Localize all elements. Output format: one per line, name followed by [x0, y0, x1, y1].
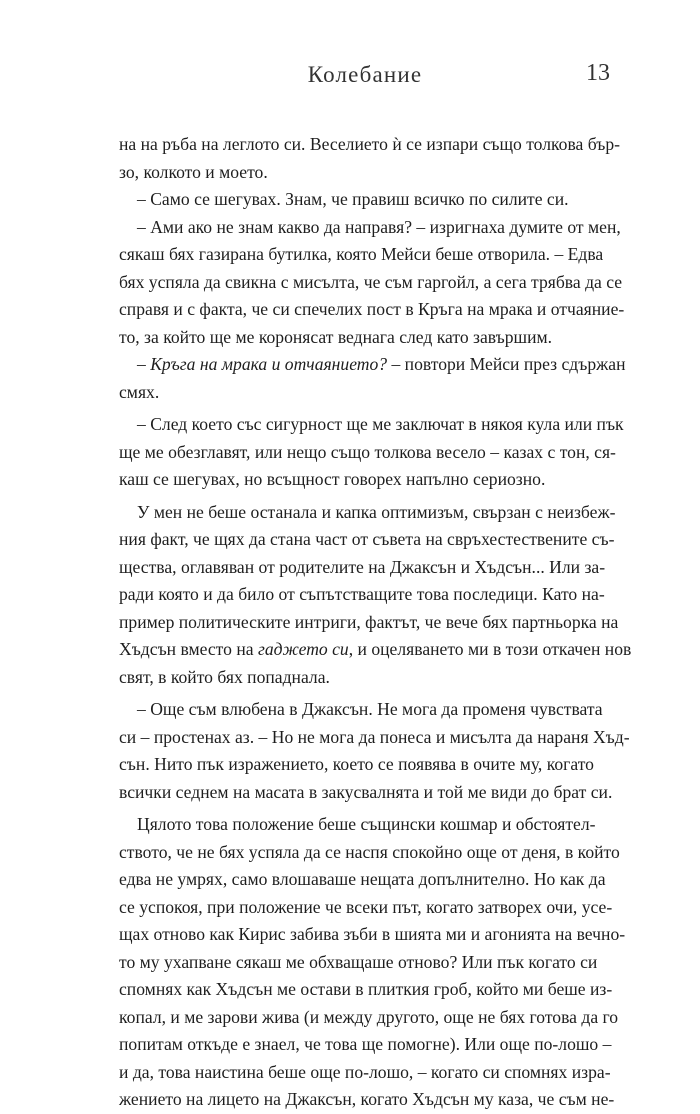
- text-line: свят, в който бях попаднала.: [119, 666, 330, 687]
- text-line: – Само се шегувах. Знам, че правиш всичко по силите си.: [137, 189, 569, 209]
- text-line: щах отново как Кирис забива зъби в шията ми и агонията на вечно-: [119, 924, 626, 944]
- text-line: копал, и ме зарови жива (и между другото, още не бях готова да го: [119, 1006, 619, 1027]
- text-line: Цялото това положение беше същински кошмар и обстоятел-: [137, 814, 596, 834]
- text-line: – Още съм влюбена в Джаксън. Не мога да променя чувствата: [137, 699, 603, 719]
- text-line: – Кръга на мрака и отчаянието? – повтори Мейси през сдържан: [137, 354, 626, 374]
- body-text: [119, 131, 632, 1114]
- text-line: то му ухапване сякаш ме обхващаше отново? Или пък когато си: [119, 951, 598, 972]
- text-line: справя и с факта, че си спечелих пост в Кръга на мрака и отчаяние-: [119, 299, 625, 319]
- text-line: сън. Нито пък изражението, което се появява в очите му, когато: [119, 754, 594, 774]
- text-line: попитам откъде е знаел, че това ще помогне). Или още по-лошо –: [119, 1034, 612, 1054]
- text-line: У мен не беше останала и капка оптимизъм, свързан с неизбеж-: [137, 501, 616, 522]
- text-line: ния факт, че щях да стана част от съвета на свръхестествените съ-: [119, 529, 615, 549]
- text-line: си – простенах аз. – Но не мога да понеса и мисълта да нараня Хъд-: [119, 726, 630, 747]
- text-line: смях.: [119, 381, 160, 402]
- running-header: [120, 60, 610, 94]
- text-line: ството, че не бях успяла да се наспя спокойно още от деня, в който: [119, 841, 620, 862]
- text-line: сякаш бях газирана бутилка, която Мейси беше отворила. – Едва: [119, 244, 604, 264]
- text-line: – След което със сигурност ще ме заключат в някоя кула или пък: [137, 414, 624, 434]
- text-line: зо, колкото и моето.: [119, 161, 268, 182]
- text-line: всички седнем на масата в закусвалнята и той ме види до брат си.: [119, 781, 613, 802]
- text-line: то, за който ще ме коронясат веднага след като завършим.: [119, 326, 553, 347]
- text-line: едва не умрях, само влошаваше нещата допълнително. Но как да: [119, 869, 606, 889]
- text-line: Хъдсън вместо на гаджето си, и оцеляването ми в този откачен нов: [119, 639, 632, 659]
- text-line: спомнях как Хъдсън ме остави в плиткия гроб, който ми беше из-: [119, 979, 613, 999]
- text-line: се успокоя, при положение че всеки път, когато затворех очи, усе-: [119, 896, 613, 917]
- text-line: жението на лицето на Джаксън, когато Хъдсън му каза, че съм не-: [119, 1089, 615, 1109]
- text-line: на на ръба на леглото си. Веселието ѝ се изпари също толкова бър-: [119, 134, 621, 154]
- text-line: каш се шегувах, но всъщност говорех напълно сериозно.: [119, 469, 546, 489]
- text-line: – Ами ако не знам какво да направя? – изригнаха думите от мен,: [137, 216, 621, 237]
- text-line: ще ме обезглавят, или нещо също толкова весело – казах с тон, ся-: [119, 441, 616, 462]
- text-line: щества, оглавяван от родителите на Джаксън и Хъдсън... Или за-: [119, 556, 606, 577]
- text-line: пример политическите интриги, фактът, че вече бях партньорка на: [119, 611, 619, 632]
- text-line: и да, това наистина беше още по-лошо, – когато си спомнях изра-: [119, 1061, 611, 1082]
- text-line: ради която и да било от съпътстващите това последици. Като на-: [119, 584, 605, 604]
- chapter-title: Колебание: [307, 62, 423, 87]
- text-line: бях успяла да свикна с мисълта, че съм гаргойл, а сега трябва да се: [119, 271, 623, 292]
- page-number: 13: [586, 60, 610, 86]
